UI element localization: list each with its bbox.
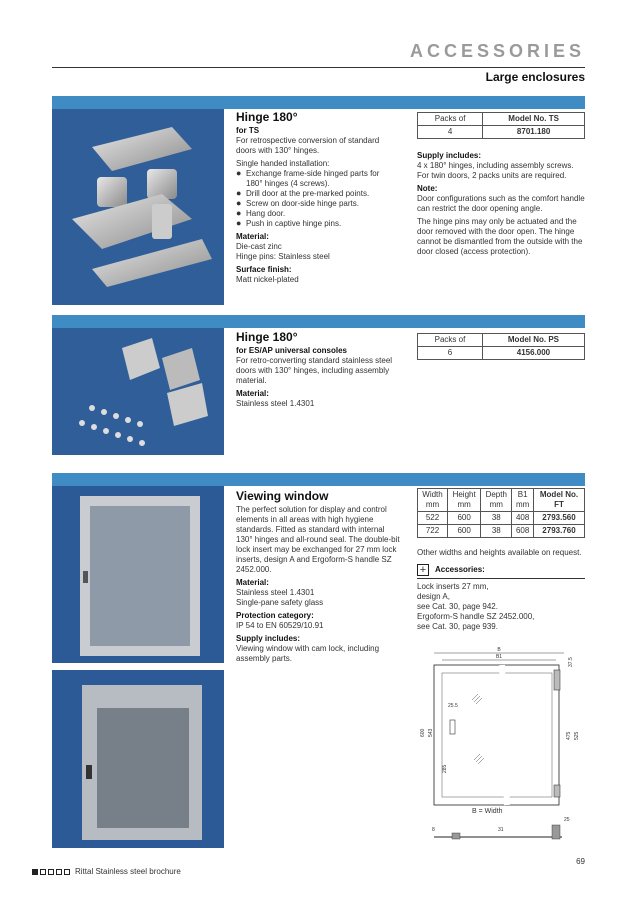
footer-brand: Rittal Stainless steel brochure [75, 867, 181, 876]
hinge-ps-desc: For retro-converting standard stainless steel doors with 130° hinges, including assembly material. [236, 356, 393, 385]
acc-line: see Cat. 30, page 942. [417, 602, 498, 611]
svg-text:475: 475 [566, 731, 572, 740]
section-title: ACCESSORIES [409, 41, 585, 61]
hinge-ps-photo [52, 328, 224, 455]
svg-text:B = Width: B = Width [472, 808, 503, 815]
hinge-ps-for: for ES/AP universal consoles [236, 346, 348, 355]
other-sizes: Other widths and heights available on request. [417, 548, 582, 557]
svg-text:31: 31 [498, 827, 504, 833]
hinge-ps-title: Hinge 180° [236, 330, 298, 344]
acc-line: Lock inserts 27 mm, [417, 582, 489, 591]
hinge-ts-title: Hinge 180° [236, 110, 298, 124]
square-icon [56, 869, 62, 875]
viewing-title: Viewing window [236, 489, 329, 503]
footer [32, 867, 181, 876]
note-value: Door configurations such as the comfort handle can restrict the door opening angle. [417, 194, 585, 213]
note-value-2: The hinge pins may only be actuated and the door removed with the door open. The hinge cannot be dismantled from the outside with the door closed (access protection). [417, 217, 583, 256]
square-icon [64, 869, 70, 875]
svg-text:525: 525 [574, 731, 580, 740]
material-label: Material: [236, 578, 269, 587]
header-rule [52, 67, 585, 68]
svg-text:B1: B1 [495, 654, 503, 660]
svg-text:285: 285 [442, 764, 448, 773]
table-row: 522 600 38 408 2793.560 [418, 512, 585, 525]
viewing-desc: The perfect solution for display and control elements in all areas with high hygiene standards. Fitted as standard with internal 130° hinges and all-round seal. The double-bit lock insert may be exchanged for 27 mm lock inserts, design A and Ergoform-S handle SZ 2452.000. [236, 505, 400, 574]
svg-text:25: 25 [564, 817, 570, 823]
svg-text:600: 600 [420, 728, 426, 737]
acc-line: see Cat. 30, page 939. [417, 622, 498, 631]
section-band [52, 473, 585, 486]
svg-text:B: B [497, 647, 501, 653]
step-item: ● Screw on door-side hinge parts. [236, 198, 359, 208]
step-item: ● Hang door. [236, 208, 286, 218]
hinge-ts-right [417, 112, 585, 260]
viewing-right [417, 488, 585, 632]
svg-text:37.5: 37.5 [568, 657, 574, 667]
supply-label: Supply includes: [417, 151, 482, 160]
viewing-photo-1 [52, 486, 224, 663]
protection-label: Protection category: [236, 611, 314, 620]
hinge-ts-table: Packs of Model No. TS 4 8701.180 [417, 112, 585, 139]
hinge-ts-for: for TS [236, 126, 260, 135]
supply-value: Viewing window with cam lock, including assembly parts. [236, 644, 380, 663]
material-value: Hinge pins: Stainless steel [236, 252, 330, 261]
hinge-ps-table: Packs of Model No. PS 6 4156.000 [417, 333, 585, 360]
supply-label: Supply includes: [236, 634, 301, 643]
section-band [52, 315, 585, 328]
hinge-ts-desc: For retrospective conversion of standard doors with 130° hinges. [236, 136, 380, 155]
viewing-text [236, 489, 400, 664]
plus-box-icon: + [417, 564, 429, 576]
hinge-ps-right [417, 333, 585, 360]
hinge-ts-install: Single handed installation: [236, 159, 330, 168]
finish-label: Surface finish: [236, 265, 292, 274]
technical-drawing [412, 645, 582, 845]
material-label: Material: [236, 232, 269, 241]
acc-line: design A, [417, 592, 450, 601]
svg-text:25.5: 25.5 [448, 703, 458, 709]
hinge-ts-photo [52, 109, 224, 305]
viewing-table: Width mm Height mm Depth mm B1 mm Model No. FT 522 600 38 408 2793.560 722 600 38 608 2793.760 [417, 488, 585, 538]
finish-value: Matt nickel-plated [236, 275, 299, 284]
accessories-header: + Accessories: [417, 564, 585, 579]
svg-text:543: 543 [428, 728, 434, 737]
material-label: Material: [236, 389, 269, 398]
note-label: Note: [417, 184, 438, 193]
material-value: Single-pane safety glass [236, 598, 324, 607]
square-icon [40, 869, 46, 875]
section-subtitle: Large enclosures [485, 70, 585, 84]
material-value: Die-cast zinc [236, 242, 282, 251]
acc-line: Ergoform-S handle SZ 2452.000, [417, 612, 535, 621]
square-filled-icon [32, 869, 38, 875]
step-item: ● Exchange frame-side hinged parts for 180° hinges (4 screws). [236, 168, 380, 188]
supply-value: 4 x 180° hinges, including assembly screws. For twin doors, 2 packs units are required. [417, 161, 574, 180]
table-row: 722 600 38 608 2793.760 [418, 525, 585, 538]
svg-text:8: 8 [432, 827, 435, 833]
square-icon [48, 869, 54, 875]
page-number: 69 [576, 857, 585, 866]
section-band [52, 96, 585, 109]
step-item: ● Push in captive hinge pins. [236, 218, 342, 228]
hinge-ts-text [236, 110, 398, 285]
material-value: Stainless steel 1.4301 [236, 399, 315, 408]
protection-value: IP 54 to EN 60529/10.91 [236, 621, 324, 630]
material-value: Stainless steel 1.4301 [236, 588, 315, 597]
step-item: ● Drill door at the pre-marked points. [236, 188, 370, 198]
hinge-ps-text [236, 330, 398, 409]
viewing-photo-2 [52, 670, 224, 848]
